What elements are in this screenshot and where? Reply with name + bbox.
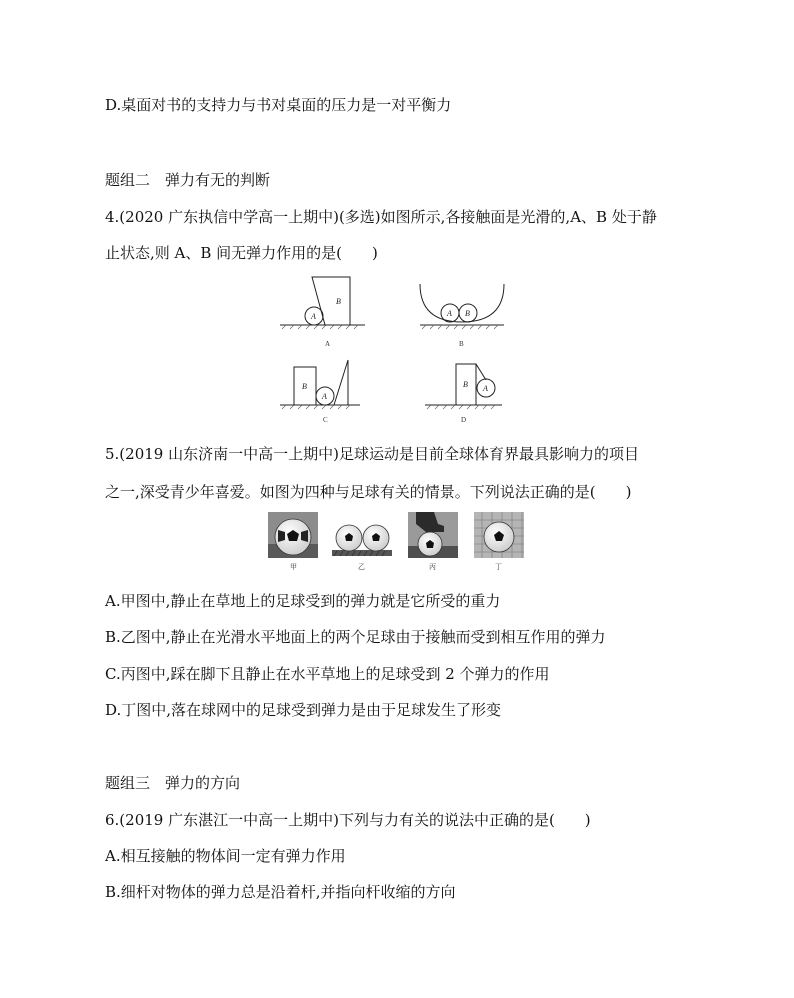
question-5-line-2: 之一,深受青少年喜爱。如图为四种与足球有关的情景。下列说法正确的是( ) (105, 483, 632, 501)
fig4-panel-c-ball-label: A (322, 392, 327, 401)
question-6-option-a: A.相互接触的物体间一定有弹力作用 (105, 847, 346, 865)
question-6-stem: 6.(2019 广东湛江一中高一上期中)下列与力有关的说法中正确的是( ) (105, 811, 591, 829)
fig4-panel-a-block-label: B (336, 297, 341, 306)
fig5-caption-jia: 甲 (290, 563, 297, 571)
photo-yi (332, 525, 392, 556)
photo-jia (268, 512, 318, 558)
question-4-figure (270, 272, 530, 422)
fig5-caption-ding: 丁 (495, 563, 502, 571)
fig4-panel-c-block-label: B (302, 382, 307, 391)
fig4-panel-d-block-label: B (463, 380, 468, 389)
fig4-panel-b-ball-a-label: A (447, 309, 452, 318)
fig4-caption-b: B (459, 340, 464, 348)
fig4-caption-a: A (325, 340, 331, 348)
photo-bing (408, 512, 458, 558)
option-d-q3: D.桌面对书的支持力与书对桌面的压力是一对平衡力 (105, 96, 452, 114)
question-5-option-a: A.甲图中,静止在草地上的足球受到的弹力就是它所受的重力 (105, 592, 501, 610)
photo-ding (474, 512, 524, 558)
question-4-line-2: 止状态,则 A、B 间无弹力作用的是( ) (105, 244, 378, 262)
question-4-line-1: 4.(2020 广东执信中学高一上期中)(多选)如图所示,各接触面是光滑的,A、B 处于静 (105, 208, 657, 226)
fig4-caption-c: C (323, 416, 328, 422)
question-5-option-d: D.丁图中,落在球网中的足球受到弹力是由于足球发生了形变 (105, 701, 502, 719)
question-6-option-b: B.细杆对物体的弹力总是沿着杆,并指向杆收缩的方向 (105, 883, 456, 901)
question-5-option-b: B.乙图中,静止在光滑水平地面上的两个足球由于接触而受到相互作用的弹力 (105, 628, 606, 646)
question-5-line-1: 5.(2019 山东济南一中高一上期中)足球运动是目前全球体育界最具影响力的项目 (105, 445, 639, 463)
question-5-figure (266, 510, 528, 572)
fig4-panel-d-ball-label: A (483, 384, 488, 393)
question-5-option-c: C.丙图中,踩在脚下且静止在水平草地上的足球受到 2 个弹力的作用 (105, 665, 550, 683)
fig4-panel-b-ball-b-label: B (465, 309, 470, 318)
fig5-caption-bing: 丙 (429, 563, 436, 571)
section-heading-2: 题组二 弹力有无的判断 (105, 171, 271, 189)
fig4-panel-a-ball-label: A (311, 312, 316, 321)
fig5-caption-yi: 乙 (358, 563, 365, 571)
section-heading-3: 题组三 弹力的方向 (105, 774, 241, 792)
fig4-caption-d: D (461, 416, 467, 422)
